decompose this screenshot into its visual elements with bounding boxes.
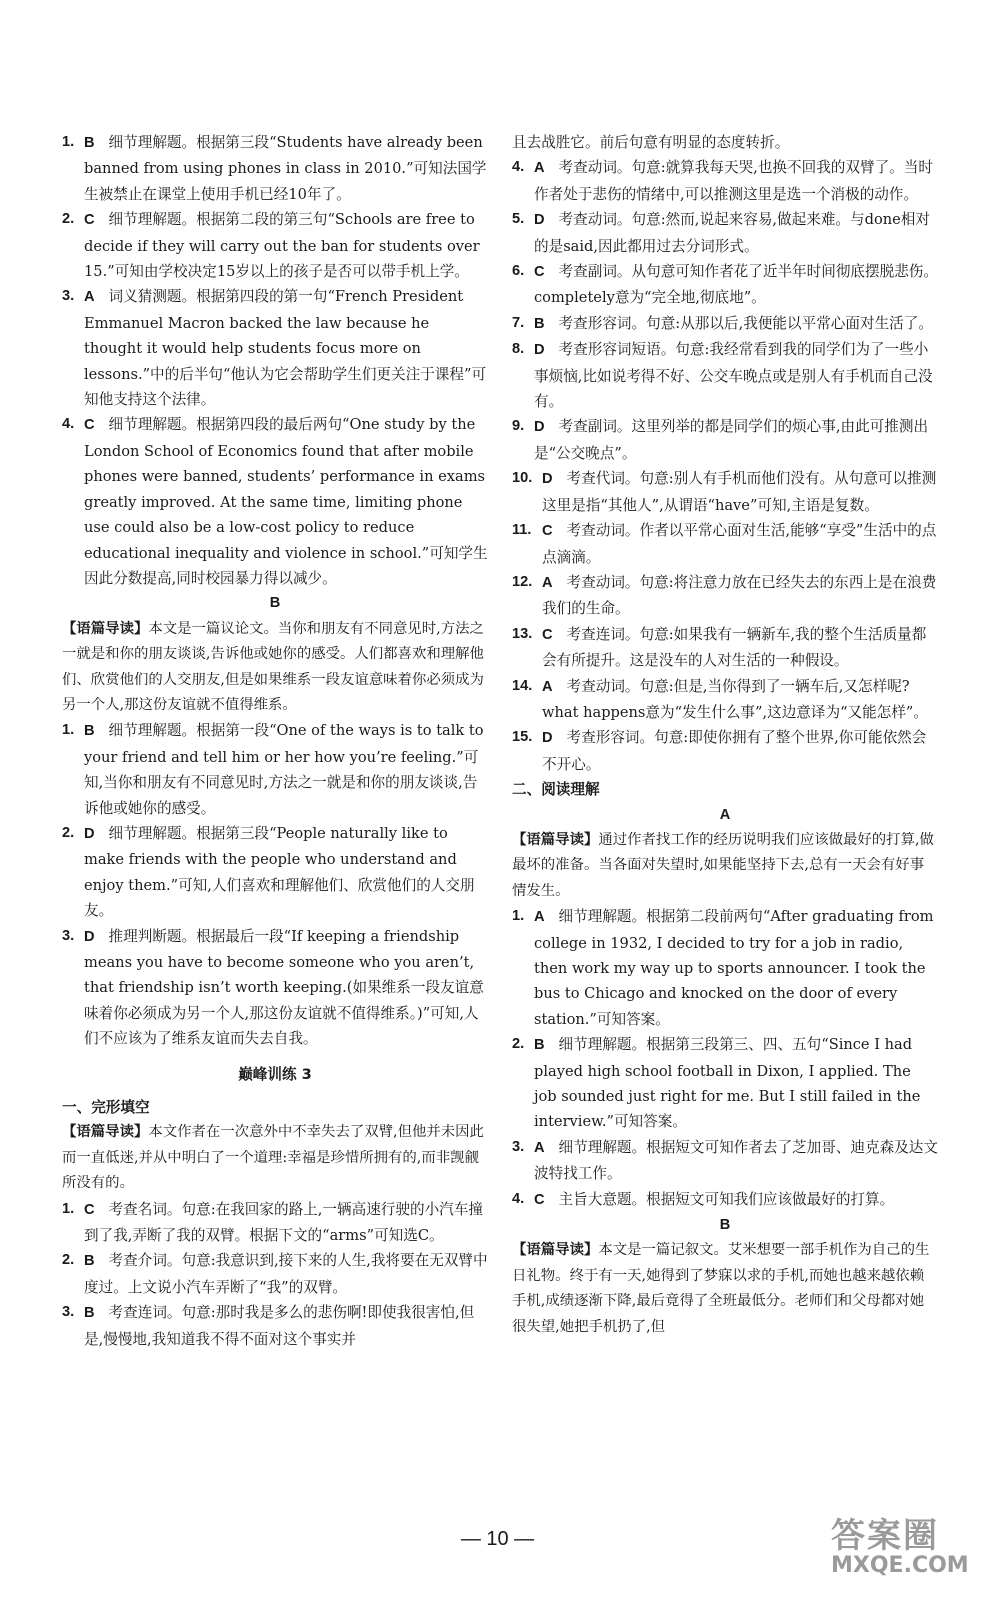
continued-text: 且去战胜它。前后句意有明显的态度转折。 xyxy=(512,134,790,151)
passage-b2-guide: 【语篇导读】本文是一篇记叙文。艾米想要一部手机作为自己的生日礼物。终于有一天,她得到了梦寐以求的手机,而她也越来越依赖手机,成绩逐渐下降,最后竟得了全班最低分。老师们和父母都对她很失望,她把手机扔了,但 xyxy=(512,1242,930,1335)
answer-item: 4. C 主旨大意题。根据短文可知我们应该做最好的打算。 xyxy=(512,1190,895,1208)
answer-item: 5. D 考查动词。句意:然而,说起来容易,做起来难。与done相对的是said,因此都用过去分词形式。 xyxy=(512,211,930,255)
passage-a-heading: A xyxy=(719,806,731,823)
watermark-title: 答案圈 xyxy=(831,1516,939,1556)
answer-item: 1. A 细节理解题。根据第二段前两句“After graduating from college in 1932, I decided to try for a job in radio, then work my way up to sports announcer. I took the bus to Chicago and knocked on the door of every station.”可知答案。 xyxy=(512,908,934,1028)
answer-item: 9. D 考查副词。这里列举的都是同学们的烦心事,由此可推测出是“公交晚点”。 xyxy=(512,418,929,462)
answer-item: 2. B 考查介词。句意:我意识到,接下来的人生,我将要在无双臂中度过。上文说小汽车弄断了“我”的双臂。 xyxy=(62,1252,488,1296)
answer-item: 1. C 考查名词。句意:在我回家的路上,一辆高速行驶的小汽车撞到了我,弄断了我的双臂。根据下文的“arms”可知选C。 xyxy=(62,1200,483,1245)
right-column xyxy=(512,130,938,1340)
answer-item: 8. D 考查形容词短语。句意:我经常看到我的同学们为了一些小事烦恼,比如说考得不好、公交车晚点或是别人有手机而自己没有。 xyxy=(512,341,933,411)
answer-item: 10. D 考查代词。句意:别人有手机而他们没有。从句意可以推测这里是指“其他人”,从谓语“have”可知,主语是复数。 xyxy=(512,470,937,514)
practice-title: 巅峰训练 3 xyxy=(238,1065,312,1083)
passage-b2-heading: B xyxy=(719,1217,731,1234)
question-set-3 xyxy=(62,1197,488,1352)
answer-item: 2. B 细节理解题。根据第三段第三、四、五句“Since I had played high school football in Dixon, I applied. The job sounded just right for me. But I still failed in the interview.”可知答案。 xyxy=(512,1036,921,1131)
section-reading-heading: 二、阅读理解 xyxy=(512,781,600,799)
answer-item: 1. B 细节理解题。根据第三段“Students have already been banned from using phones in class in 2010.”可知法国学生被禁止在课堂上使用手机已经10年了。 xyxy=(62,134,487,203)
answer-item: 2. D 细节理解题。根据第三段“People naturally like to make friends with the people who understand and enjoy them.”可知,人们喜欢和理解他们、欣赏他们的人交朋友。 xyxy=(62,824,475,920)
question-set-4 xyxy=(512,155,938,777)
answer-item: 14. A 考查动词。句意:但是,当你得到了一辆车后,又怎样呢? what happens意为“发生什么事”,这边意译为“又能怎样”。 xyxy=(512,677,928,721)
passage-b-heading: B xyxy=(269,595,281,612)
answer-item: 13. C 考查连词。句意:如果我有一辆新车,我的整个生活质量都会有所提升。这是没车的人对生活的一种假设。 xyxy=(512,625,927,670)
answer-item: 1. B 细节理解题。根据第一段“One of the ways is to talk to your friend and tell him or her how you’re feeling.”可知,当你和朋友有不同意见时,方法之一就是和你的朋友谈谈,告诉他或她你的感受。 xyxy=(62,722,484,817)
passage-a-guide: 【语篇导读】通过作者找工作的经历说明我们应该做最好的打算,做最坏的准备。当各面对失望时,如果能坚持下去,总有一天会有好事情发生。 xyxy=(512,831,934,899)
answer-item: 7. B 考查形容词。句意:从那以后,我便能以平常心面对生活了。 xyxy=(512,314,933,332)
watermark-url: MXQE.COM xyxy=(831,1553,969,1578)
answer-item: 4. A 考查动词。句意:就算我每天哭,也换不回我的双臂了。当时作者处于悲伤的情绪中,可以推测这里是选一个消极的动作。 xyxy=(512,159,933,203)
page-number: — 10 — xyxy=(460,1528,535,1550)
answer-item: 15. D 考查形容词。句意:即使你拥有了整个世界,你可能依然会不开心。 xyxy=(512,729,927,773)
answer-item: 11. C 考查动词。作者以平常心面对生活,能够“享受”生活中的点点滴滴。 xyxy=(512,522,937,566)
answer-item: 6. C 考查副词。从句意可知作者花了近半年时间彻底摆脱悲伤。completely意为“完全地,彻底地”。 xyxy=(512,263,938,307)
section-cloze-heading: 一、完形填空 xyxy=(62,1099,150,1117)
answer-item: 3. D 推理判断题。根据最后一段“If keeping a friendship means you have to become someone who you aren’t, that friendship isn’t worth keeping.(如果维系一段友谊意味着你必须成为另一个人,那这份友谊就不值得维系。)”可知,人们不应该为了维系友谊而失去自我。 xyxy=(62,927,484,1048)
answer-item: 2. C 细节理解题。根据第二段的第三句“Schools are free to decide if they will carry out the ban for students over 15.”可知由学校决定15岁以上的孩子是否可以带手机上学。 xyxy=(62,211,480,281)
answer-item: 3. B 考查连词。句意:那时我是多么的悲伤啊!即使我很害怕,但是,慢慢地,我知道我不得不面对这个事实并 xyxy=(62,1304,475,1348)
question-set-5 xyxy=(512,904,938,1213)
answer-item: 4. C 细节理解题。根据第四段的最后两句“One study by the London School of Economics found that after mobile phones were banned, students’ performance in exams greatly improved. At the same time, limiting phone use could also be a low-cost policy to reduce educational inequality and violence in school.”可知学生因此分数提高,同时校园暴力得以减少。 xyxy=(62,416,488,587)
answer-item: 3. A 细节理解题。根据短文可知作者去了芝加哥、迪克森及达文波特找工作。 xyxy=(512,1138,938,1183)
question-set-2 xyxy=(62,718,488,1051)
left-column xyxy=(62,130,488,1352)
cloze-guide: 【语篇导读】本文作者在一次意外中不幸失去了双臂,但他并未因此而一直低迷,并从中明白了一个道理:幸福是珍惜所拥有的,而非觊觎所没有的。 xyxy=(62,1124,484,1192)
question-set-1 xyxy=(62,130,488,591)
passage-b-guide: 【语篇导读】本文是一篇议论文。当你和朋友有不同意见时,方法之一就是和你的朋友谈谈,告诉他或她你的感受。人们都喜欢和理解他们、欣赏他们的人交朋友,但是如果维系一段友谊意味着你必须成为另一个人,那这份友谊就不值得维系。 xyxy=(62,620,484,713)
watermark-logo xyxy=(831,1508,981,1590)
answer-item: 12. A 考查动词。句意:将注意力放在已经失去的东西上是在浪费我们的生命。 xyxy=(512,573,937,618)
answer-item: 3. A 词义猜测题。根据第四段的第一句“French President Emmanuel Macron backed the law because he thought it would help students focus more on lessons.”中的后半句“他认为它会帮助学生们更关注于课程”可知他支持这个法律。 xyxy=(62,288,487,409)
